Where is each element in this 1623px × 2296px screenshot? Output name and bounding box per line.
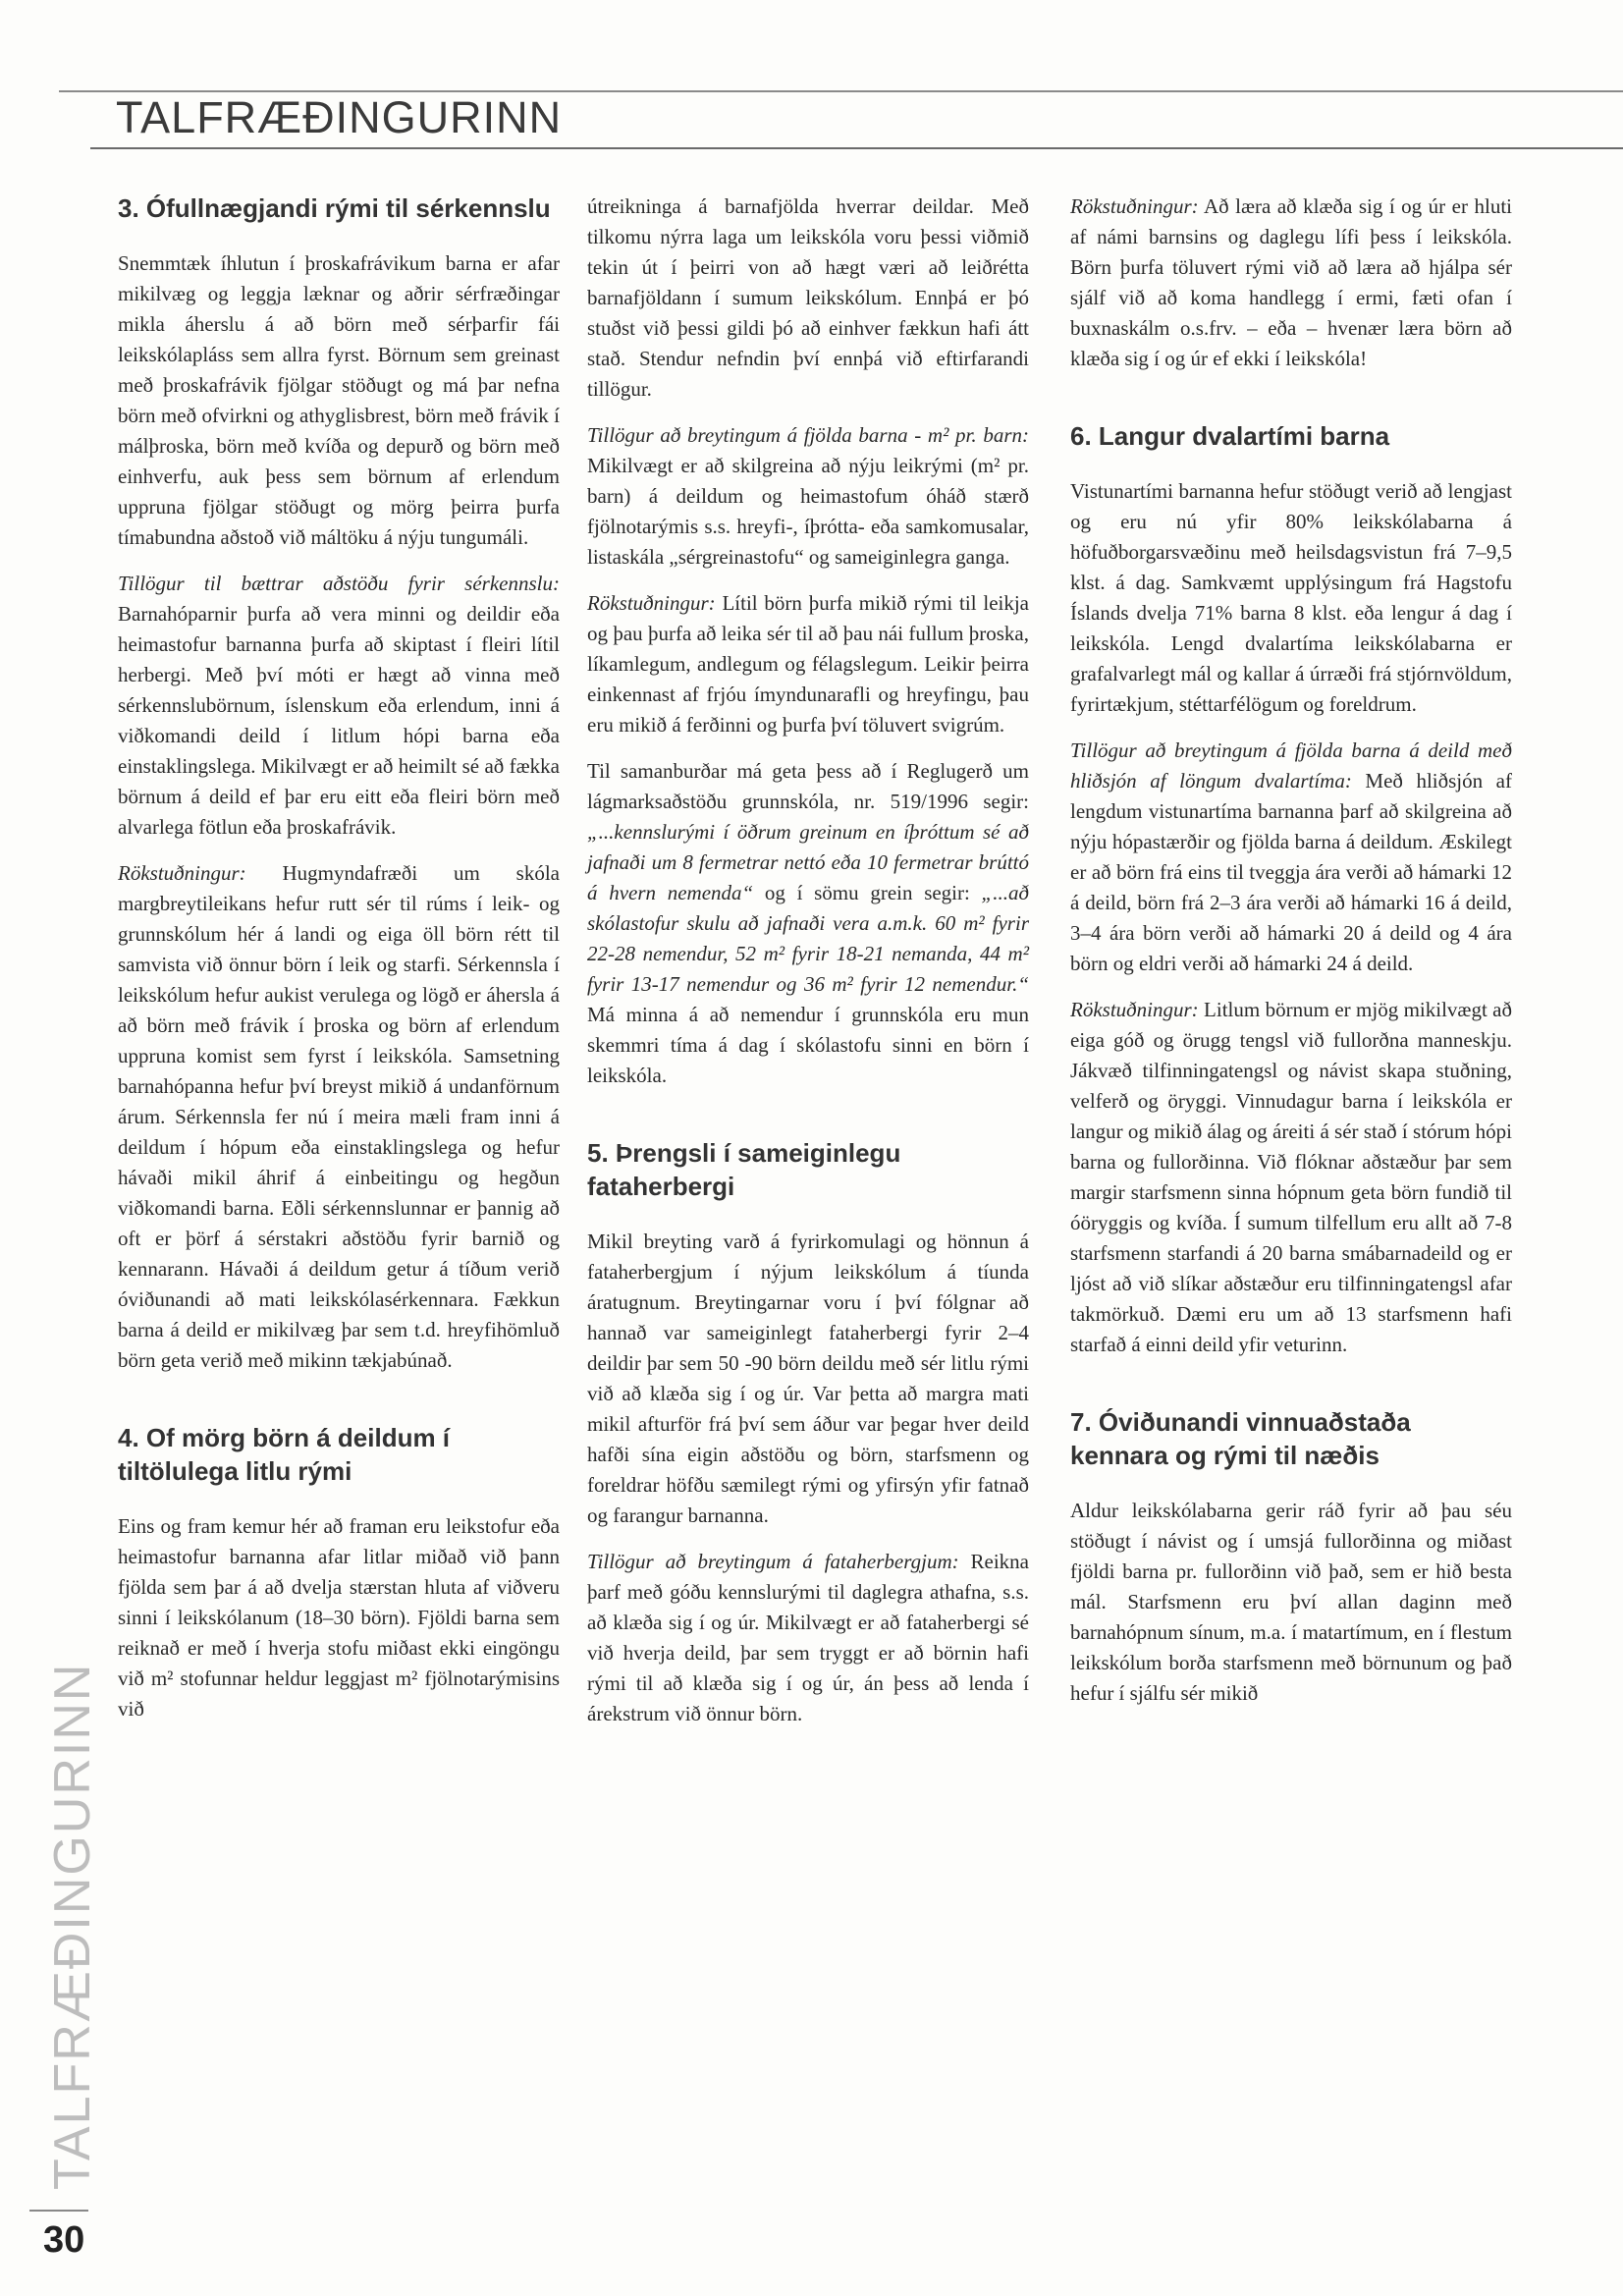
- running-header: TALFRÆÐINGURINN: [116, 92, 563, 142]
- column-3: [1070, 191, 1512, 1724]
- header-rule: [90, 147, 1623, 149]
- section-4-heading: 4. Of mörg börn á deildum í tiltölulega litlu rými: [118, 1423, 451, 1486]
- rationale-label: Rökstuðningur:: [1070, 998, 1199, 1021]
- section-4-continued: útreikninga á barnafjölda hverrar deildar. Með tilkomu nýrra laga um leikskóla voru þessi viðmið tekin út í þeirri von að hægt væri að leiðrétta barnafjöldann í sumum leikskólum. Ennþá er þó stuðst við þessi gildi þó að einhver fækkun hafi átt stað. Stendur nefndin því ennþá við eftirfarandi tillögur.: [587, 194, 1029, 401]
- section-4-rationale: [587, 588, 1029, 740]
- proposals-label: Tillögur að breytingum á fataherbergjum:: [587, 1550, 959, 1573]
- page-number-rule: [29, 2210, 88, 2212]
- section-6-heading: 6. Langur dvalartími barna: [1070, 421, 1390, 451]
- rationale-label: Rökstuðningur:: [587, 591, 716, 615]
- section-3-intro: Snemmtæk íhlutun í þroskafrávikum barna er afar mikilvæg og leggja læknar og aðrir sérfræðingar mikla áherslu á að börn með sérþarfir fái leikskólapláss sem allra fyrst. Börnum sem greinast með þroskafrávik fjölgar stöðugt og má þar nefna börn með ofvirkni og athyglisbrest, börn með frávik í málþroska, börn með kvíða og depurð og börn með einhverfu, auk þess sem börnum af erlendum uppruna fjölgar stöðugt og mörg þeirra þurfa tímabundna aðstoð við máltöku á nýju tungumáli.: [118, 251, 560, 549]
- rationale-text: Lítil börn þurfa mikið rými til leikja og þau þurfa að leika sér til að þau nái fullum þroska, líkamlegum, andlegum og félagslegum. Leikir þeirra einkennast af frjóu ímyndunarafli og hreyfingu, þau eru mikið á ferðinni og þurfa því töluvert svigrúm.: [587, 591, 1029, 737]
- section-5-rationale: [1070, 191, 1512, 374]
- comparison-text-2: og í sömu grein segir:: [753, 881, 982, 904]
- rationale-text: Litlum börnum er mjög mikilvægt að eiga góð og örugg tengsl við fullorðna manneskju. Jákvæð tilfinningatengsl og návist skapa stuðning, velferð og öryggi. Vinnudagur barna í leikskóla er langur og mikið álag og áreiti á sér stað í stórum hópi barna og fullorðinna. Við flóknar aðstæður þar sem margir starfsmenn sinna hópnum geta börn fundið til óöryggis og kvíða. Í sumum tilfellum eru allt að 7-8 starfsmenn starfandi á 20 barna smábarnadeild og er ljóst að við slíkar aðstæður eru tilfinningatengsl afar takmörkuð. Dæmi eru um að 13 starfsmenn hafi starfað á einni deild yfir veturinn.: [1070, 998, 1512, 1356]
- rationale-label: Rökstuðningur:: [1070, 194, 1199, 218]
- proposals-text: Með hliðsjón af lengdum vistunartíma barnanna þarf að skilgreina að nýju hópastærðir og fjölda barna á deildum. Æskilegt er að börn frá eins til tveggja ára verði að hámarki 12 á deild, börn frá 2–3 ára verði að hámarki 16 á deild, 3–4 ára börn verði að hámarki 20 á deild og 4 ára börn og eldri verði að hámarki 24 á deild.: [1070, 769, 1512, 975]
- vertical-side-title: TALFRÆÐINGURINN: [44, 1662, 101, 2190]
- rationale-text: Að læra að klæða sig í og úr er hluti af námi barnsins og daglegu lífi þess í leikskóla. Börn þurfa töluvert rými við að læra að hjálpa sér sjálf við að koma handlegg í ermi, fæti ofan í buxnaskálm o.s.frv. – eða – hvenær læra börn að klæða sig í og úr ef ekki í leikskóla!: [1070, 194, 1512, 370]
- column-1: [118, 191, 560, 1740]
- section-5-heading: 5. Þrengsli í sameiginlegu fataherbergi: [587, 1138, 901, 1201]
- section-7-intro: Aldur leikskólabarna gerir ráð fyrir að þau séu stöðugt í návist og í umsjá fullorðinna og miðast fjöldi barna pr. fullorðinn við það, sem er hið besta mál. Starfsmenn eru því allan daginn með barnahópnum sínum, m.a. í matartímum, en í flestum leikskólum borða starfsmenn með börnunum og það hefur í sjálfu sér mikið: [1070, 1499, 1512, 1705]
- comparison-text-1: Til samanburðar má geta þess að í Reglugerð um lágmarksaðstöðu grunnskóla, nr. 519/1996 segir:: [587, 759, 1029, 813]
- proposals-label: Tillögur til bættrar aðstöðu fyrir sérkennslu:: [118, 572, 560, 595]
- section-7-heading: 7. Óviðunandi vinnuaðstaða kennara og rými til næðis: [1070, 1407, 1411, 1470]
- proposals-label: Tillögur að breytingum á fjölda barna - m² pr. barn:: [587, 423, 1029, 447]
- section-5-proposals: [587, 1547, 1029, 1729]
- section-3-rationale: [118, 858, 560, 1376]
- proposals-label: Tillögur að breytingum á fjölda barna á deild með hliðsjón af löngum dvalartíma:: [1070, 738, 1512, 793]
- section-6-proposals: [1070, 736, 1512, 979]
- section-3-proposals: [118, 569, 560, 843]
- section-4-comparison: [587, 756, 1029, 1091]
- section-5-intro: Mikil breyting varð á fyrirkomulagi og hönnun á fataherbergjum í nýjum leikskólum á tíunda áratugnum. Breytingarnar voru í því fólgnar að hannað var sameiginlegt fataherbergi fyrir 2–4 deildir þar sem 50 -90 börn deildu með sér litlu rými við að klæða sig í og úr. Var þetta að margra mati mikil afturför frá því sem áður var þegar hver deild hafði sína eigin aðstöðu og börn, starfsmenn og foreldrar höfðu sæmilegt rými og yfirsýn yfir fatnað og farangur barnanna.: [587, 1230, 1029, 1527]
- regulation-quote-1: „...kennslurými í öðrum greinum en íþróttum sé að jafnaði um 8 fermetrar nettó eða 10 fermetrar brúttó á hvern nemenda“: [587, 820, 1029, 904]
- comparison-text-3: Má minna á að nemendur í grunnskóla eru mun skemmri tíma á dag í skólastofu sinni en börn í leikskóla.: [587, 1003, 1029, 1087]
- proposals-text: Barnahóparnir þurfa að vera minni og deildir eða heimastofur barnanna þurfa að skiptast í fleiri lítil herbergi. Með því móti er hægt að vinna með sérkennslubörnum, íslenskum eða erlendum, inni á viðkomandi deild í litlum hópi barna eða einstaklingslega. Mikilvægt er að heimilt sé að fækka börnum á deild ef þar eru eitt eða fleiri börn með alvarlega fötlun eða þroskafrávik.: [118, 602, 560, 839]
- section-3-heading: 3. Ófullnægjandi rými til sérkennslu: [118, 193, 551, 223]
- section-6-intro: Vistunartími barnanna hefur stöðugt verið að lengjast og eru nú yfir 80% leikskólabarna á höfuðborgarsvæðinu með heilsdagsvistun frá 7–9,5 klst. á dag. Samkvæmt upplýsingum frá Hagstofu Íslands dvelja 71% barna 8 klst. eða lengur á dag í leikskóla. Lengd dvalartíma leikskólabarna er grafalvarlegt mál og kallar á úrræði frá stjórnvöldum, fyrirtækjum, stéttarfélögum og foreldrum.: [1070, 479, 1512, 716]
- section-4-intro: Eins og fram kemur hér að framan eru leikstofur eða heimastofur barnanna afar litlar miðað við þann fjölda sem þar á að dvelja stærstan hluta af viðveru sinni í leikskólanum (18–30 börn). Fjöldi barna sem reiknað er með í hverja stofu miðast ekki eingöngu við m² stofunnar heldur leggjast m² fjölnotarýmisins við: [118, 1514, 560, 1721]
- section-6-rationale: [1070, 995, 1512, 1360]
- column-2: [587, 191, 1029, 1745]
- regulation-quote-2: „...að skólastofur skulu að jafnaði vera a.m.k. 60 m² fyrir 22-28 nemendur, 52 m² fyrir 18-21 nemanda, 44 m² fyrir 13-17 nemendur og 36 m² fyrir 12 nemendur.“: [587, 881, 1029, 996]
- proposals-text: Mikilvægt er að skilgreina að nýju leikrými (m² pr. barn) á deildum og heimastofum óháð stærð fjölnotarýmis s.s. hreyfi-, íþrótta- eða samkomusalar, listaskála „sérgreinastofu“ og sameiginlegra ganga.: [587, 454, 1029, 569]
- section-4-proposals: [587, 420, 1029, 573]
- page-number: 30: [43, 2219, 85, 2261]
- proposals-text: Reikna þarf með góðu kennslurými til daglegra athafna, s.s. að klæða sig í og úr. Mikilvægt er að fataherbergi sé við hverja deild, þar sem tryggt er að börnin hafi rými til að klæða sig í og úr, án þess að lenda í árekstrum við önnur börn.: [587, 1550, 1030, 1725]
- rationale-text: Hugmyndafræði um skóla margbreytileikans hefur rutt sér til rúms í leik- og grunnskólum hér á landi og eiga öll börn rétt til samvista við önnur börn í leik og starfi. Sérkennsla í leikskólum hefur aukist verulega og lögð er áhersla á að börn með frávik í þroska og börn af erlendum uppruna komist sem fyrst í leikskóla. Samsetning barnahópanna hefur því breyst mikið á undanförnum árum. Sérkennsla fer nú í meira mæli fram inni á deildum í hópum eða einstaklingslega og hefur hávaði mikil áhrif á einbeitingu og hegðun viðkomandi barna. Eðli sérkennslunnar er þannig að oft er þörf á sérstakri aðstöðu fyrir barnið og kennarann. Hávaði á deildum getur á tíðum verið óviðunandi að mati leikskólasérkennara. Fækkun barna á deild er mikilvæg þar sem t.d. hreyfihömluð börn geta verið með mikinn tækjabúnað.: [118, 861, 560, 1372]
- rationale-label: Rökstuðningur:: [118, 861, 246, 885]
